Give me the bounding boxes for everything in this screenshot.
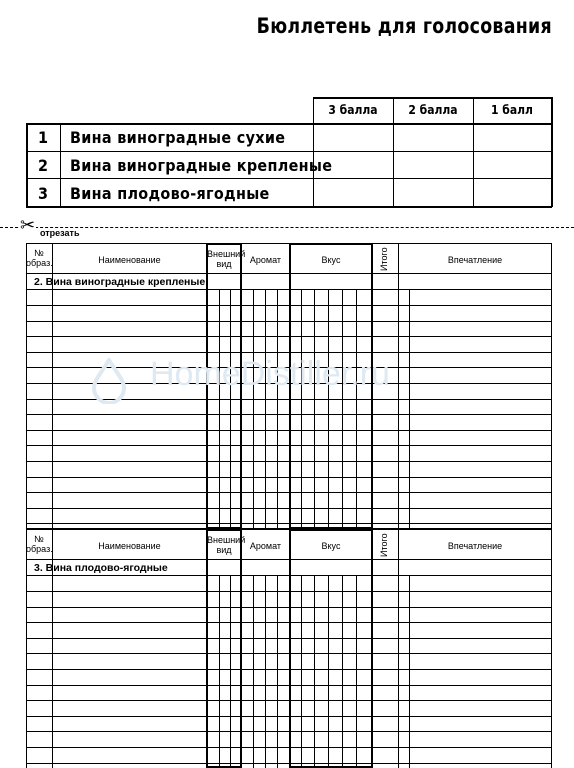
section-title: 3. Вина плодово-ягодные <box>34 562 168 574</box>
ballot-row-name: Вина виноградные крепленые <box>70 156 333 175</box>
ballot-row-num: 2 <box>37 156 48 175</box>
taste-column-box <box>289 529 373 768</box>
grid-column-line <box>551 529 552 768</box>
grid-subcolumn-line <box>277 289 278 529</box>
grid-subcolumn-line <box>253 575 254 768</box>
grid-column-line <box>398 243 399 529</box>
col-name-header: Наименование <box>98 255 161 265</box>
grid-column-line <box>26 243 27 529</box>
grid-subcolumn-line <box>253 289 254 529</box>
watermark-drop-icon <box>90 358 128 404</box>
ballot-row-num: 3 <box>37 184 48 203</box>
col-impression-header: Впечатление <box>447 541 503 551</box>
score-table-2 <box>26 529 552 768</box>
ballot-row-name: Вина плодово-ягодные <box>70 184 270 203</box>
header-2-points: 2 балла <box>408 103 458 117</box>
header-1-point: 1 балл <box>491 103 533 117</box>
col-total-header: Итого <box>379 533 389 557</box>
look-column-box <box>206 243 246 529</box>
col-taste-header: Вкус <box>321 255 341 265</box>
col-taste-header: Вкус <box>321 541 341 551</box>
cut-line <box>0 227 574 228</box>
grid-column-line <box>551 243 552 529</box>
grid-column-line <box>26 529 27 768</box>
look-column-box <box>206 529 246 768</box>
col-name-header: Наименование <box>98 541 161 551</box>
taste-column-box <box>289 243 373 529</box>
ballot-row-name: Вина виноградные сухие <box>70 128 286 147</box>
col-aroma-header: Аромат <box>249 541 282 551</box>
grid-subcolumn-line <box>409 289 410 529</box>
col-look-header: Внешний вид <box>207 535 246 555</box>
grid-column-line <box>52 529 53 768</box>
scissors-icon: ✂ <box>20 215 36 235</box>
ballot-table <box>26 97 552 207</box>
col-impression-header: Впечатление <box>447 255 503 265</box>
grid-subcolumn-line <box>265 289 266 529</box>
page-title: Бюллетень для голосования <box>256 14 552 38</box>
col-total-header: Итого <box>379 247 389 271</box>
col-aroma-header: Аромат <box>249 255 282 265</box>
col-num-header: № образ. <box>26 248 53 268</box>
cut-label: отрезать <box>40 228 80 238</box>
section-title: 2. Вина виноградные крепленые <box>34 276 206 288</box>
ballot-row-num: 1 <box>37 128 48 147</box>
grid-column-line <box>52 243 53 529</box>
grid-subcolumn-line <box>277 575 278 768</box>
col-look-header: Внешний вид <box>207 249 246 269</box>
grid-subcolumn-line <box>409 575 410 768</box>
header-3-points: 3 балла <box>328 103 378 117</box>
grid-column-line <box>398 529 399 768</box>
watermark-text: HomeDistiller.ru <box>150 355 390 393</box>
col-num-header: № образ. <box>26 534 53 554</box>
grid-subcolumn-line <box>265 575 266 768</box>
